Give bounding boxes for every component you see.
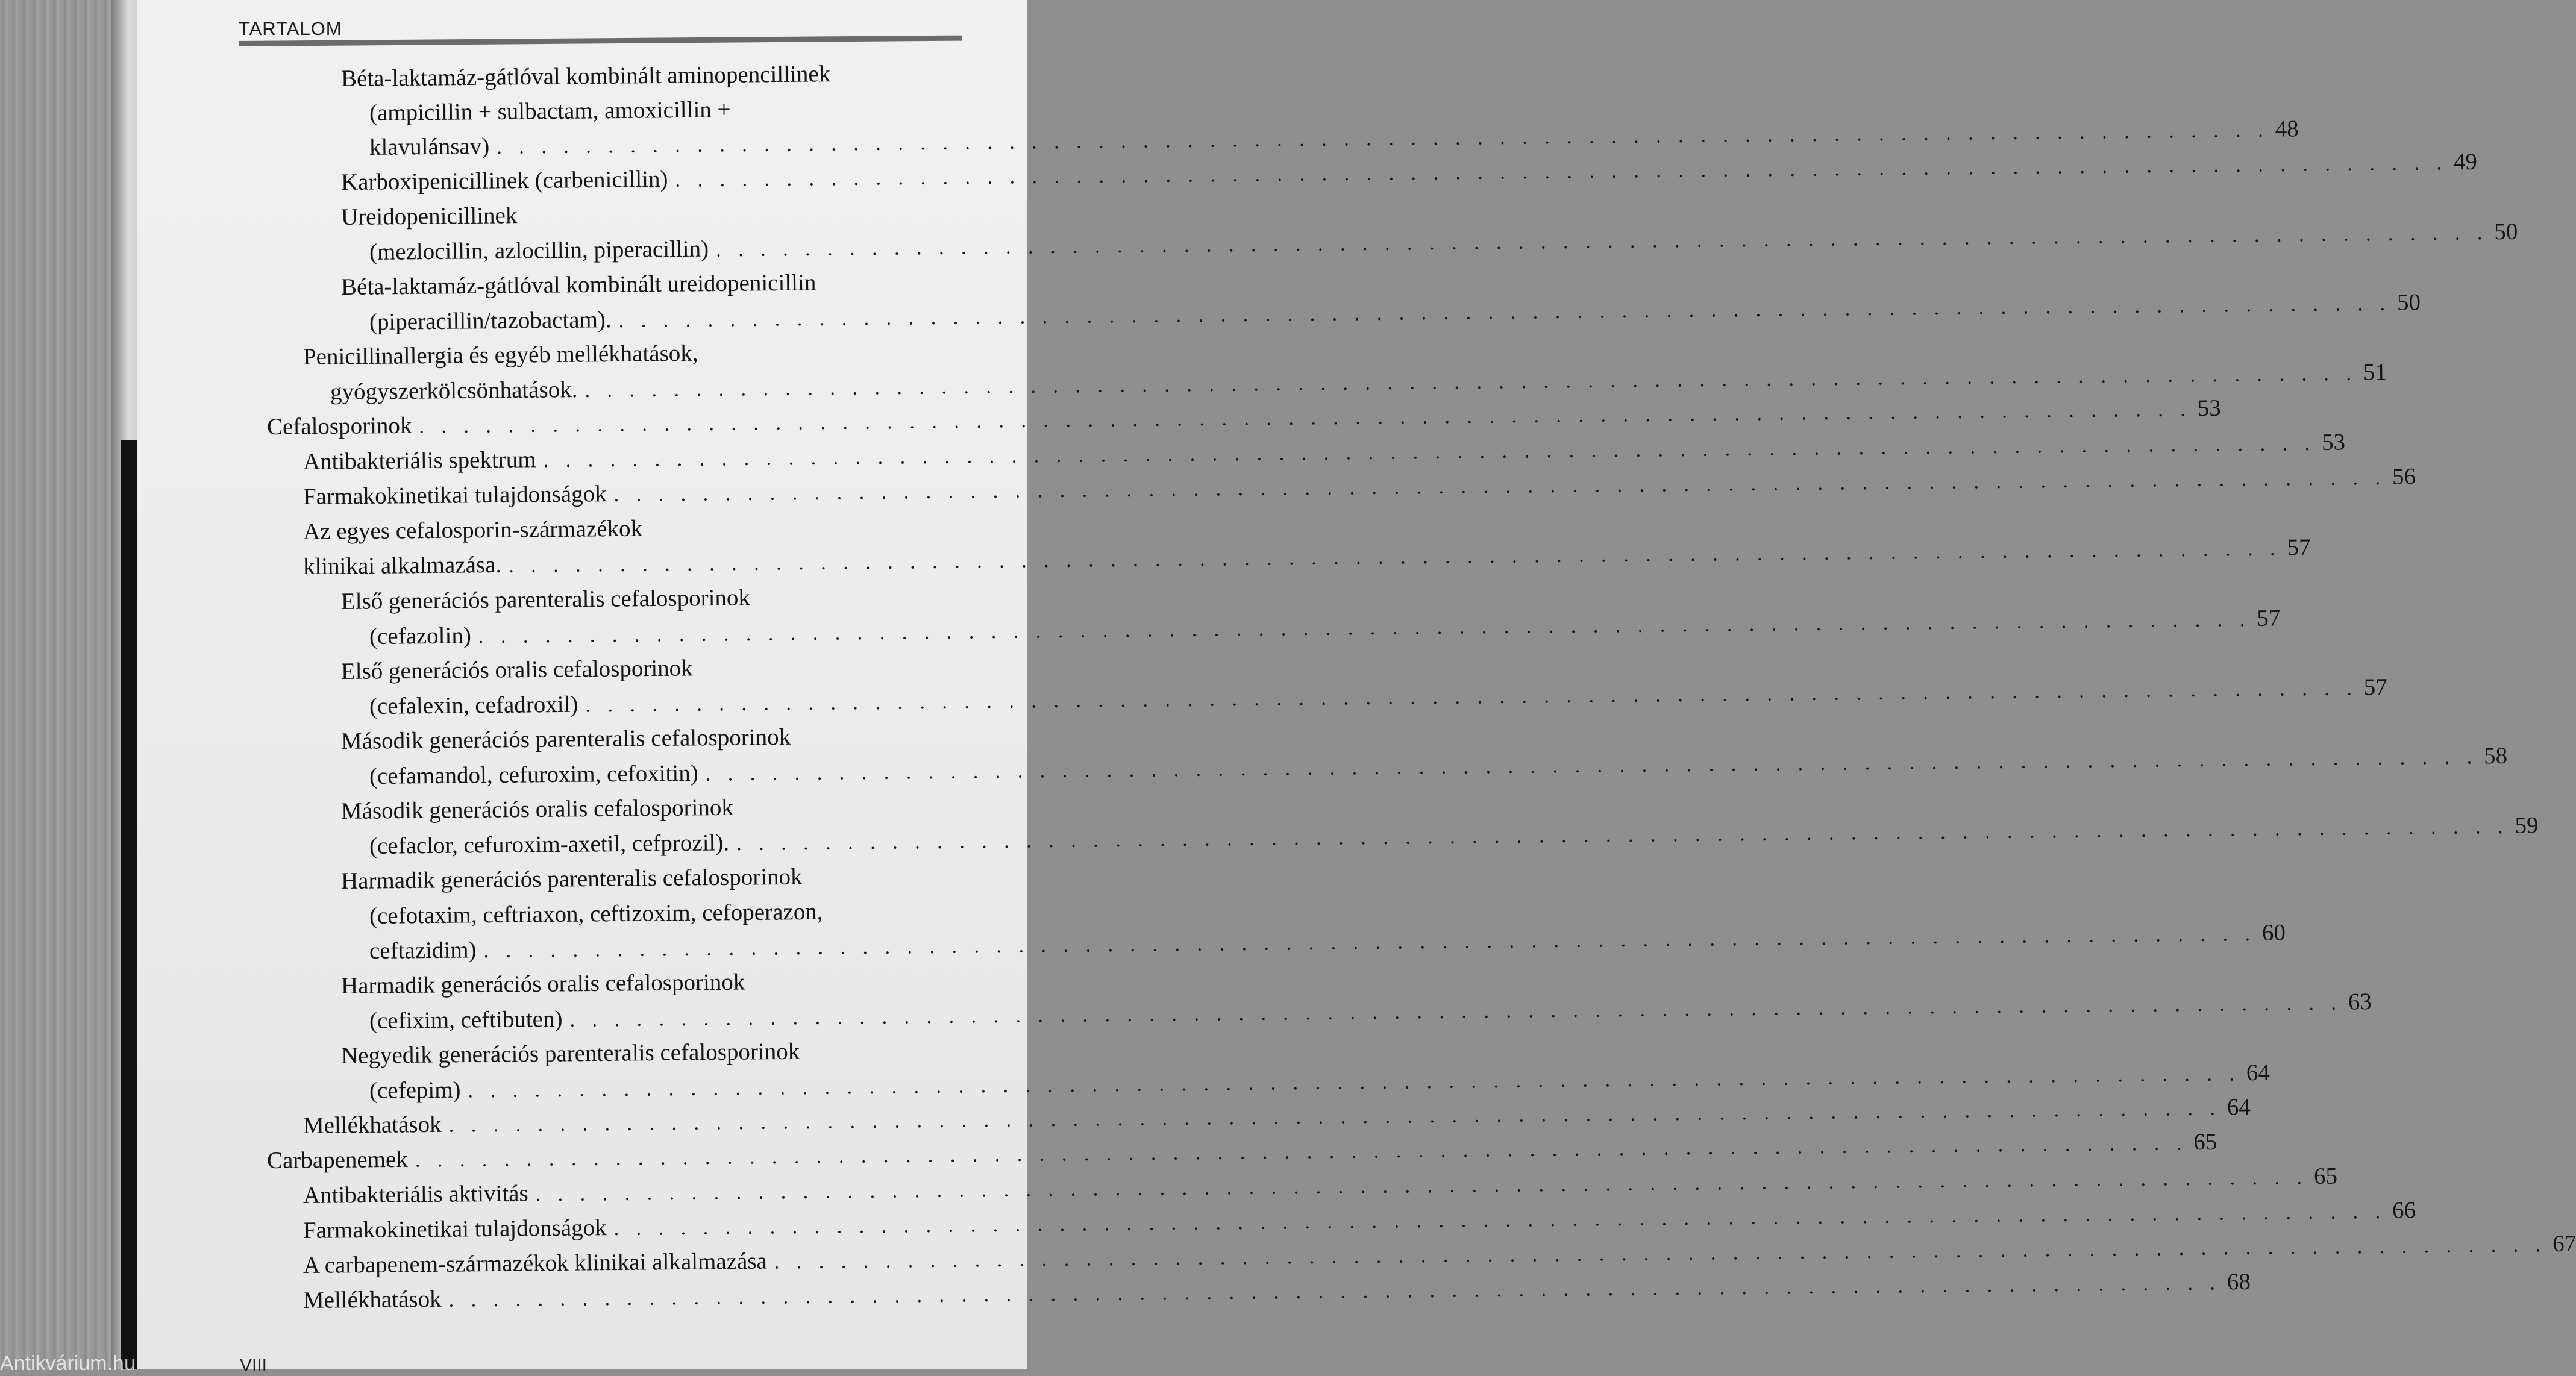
toc-entry-page: 68 <box>2227 1268 2251 1295</box>
toc-entry-page: 53 <box>2197 395 2222 422</box>
toc-entry-title: Antibakteriális aktivitás <box>302 1180 528 1209</box>
toc-entry-title: (cefixim, ceftibuten) <box>369 1005 563 1034</box>
toc-entry-page: 67 <box>2552 1230 2576 1257</box>
folio: VIII <box>240 1356 268 1375</box>
toc-entry-title: Harmadik generációs parenteralis cefalosporinok <box>340 863 803 894</box>
toc-entry-page: 57 <box>2287 534 2311 561</box>
toc-entry <box>341 1036 944 1072</box>
toc-entry <box>303 512 944 548</box>
toc-entry <box>341 966 944 1002</box>
toc-leader-dots: . . . . . . . . . . . . . . . . . . . . . . . . . . . . . . . . . . . . . . . . . . . . . . . . . . . . . . . . . . . . . . . . . . . . . . . . . . . . . . . . <box>419 398 2192 438</box>
toc-entry-title: Első generációs parenteralis cefalosporinok <box>340 584 751 615</box>
toc-entry-title: gyógyszerkölcsönhatások. <box>330 377 578 405</box>
toc-entry-page: 50 <box>2494 218 2518 245</box>
watermark: Antikvárium.hu <box>0 1352 136 1375</box>
toc-entry <box>341 582 944 618</box>
toc-entry <box>369 812 2539 863</box>
toc-entry-title: Mellékhatások <box>302 1111 442 1139</box>
toc-entry-page: 50 <box>2396 289 2421 316</box>
toc-leader-dots: . . . . . . . . . . . . . . . . . . . . . . . . . . . . . . . . . . . . . . . . . . . . . . . . . . . . . . . . . . . . . . . . . . . . . . . . . . . . . . . . <box>468 1063 2241 1102</box>
toc-entry-page: 56 <box>2392 463 2416 490</box>
toc-leader-dots: . . . . . . . . . . . . . . . . . . . . . . . . . . . . . . . . . . . . . . . . . . . . . . . . . . . . . . . . . . . . . . . . . . . . . . . . . . . . . . . . <box>618 292 2392 333</box>
toc-leader-dots: . . . . . . . . . . . . . . . . . . . . . . . . . . . . . . . . . . . . . . . . . . . . . . . . . . . . . . . . . . . . . . . . . . . . . . . . . . . . . . . . <box>715 222 2489 261</box>
toc-entry <box>302 534 2311 583</box>
toc-entry <box>369 1059 2270 1107</box>
toc-entry-page: 64 <box>2227 1093 2251 1121</box>
toc-entry-title: klavulánsav) <box>369 133 490 160</box>
toc-leader-dots: . . . . . . . . . . . . . . . . . . . . . . . . . . . . . . . . . . . . . . . . . . . . . . . . . . . . . . . . . . . . . . . . . . . . . . . . . . . . . . . . <box>497 119 2269 158</box>
toc-entry-title: Farmakokinetikai tulajdonságok <box>302 1215 607 1243</box>
toc-leader-dots: . . . . . . . . . . . . . . . . . . . . . . . . . . . . . . . . . . . . . . . . . . . . . . . . . . . . . . . . . . . . . . . . . . . . . . . . . . . . . . . . <box>543 432 2316 472</box>
toc-entry-title: Mellékhatások <box>302 1286 442 1313</box>
toc-entry-title: Második generációs oralis cefalosporinok <box>340 794 734 824</box>
toc-entry <box>341 198 944 234</box>
toc-entry-title: Negyedik generációs parenteralis cefalosporinok <box>340 1038 800 1069</box>
toc-entry-page: 49 <box>2453 148 2478 175</box>
toc-entry <box>341 862 944 898</box>
toc-leader-dots: . . . . . . . . . . . . . . . . . . . . . . . . . . . . . . . . . . . . . . . . . . . . . . . . . . . . . . . . . . . . . . . . . . . . . . . . . . . . . . . . <box>736 815 2509 855</box>
toc-entry <box>266 1128 2217 1177</box>
toc-entry-page: 63 <box>2348 989 2372 1015</box>
table-of-contents <box>137 0 2576 1369</box>
toc-entry-title: Második generációs parenteralis cefalosporinok <box>340 724 791 754</box>
toc-leader-dots: . . . . . . . . . . . . . . . . . . . . . . . . . . . . . . . . . . . . . . . . . . . . . . . . . . . . . . . . . . . . . . . . . . . . . . . . . . . . . . . . <box>535 1166 2308 1206</box>
toc-entry <box>369 989 2372 1037</box>
toc-entry-title: klinikai alkalmazása. <box>302 551 502 580</box>
toc-leader-dots: . . . . . . . . . . . . . . . . . . . . . . . . . . . . . . . . . . . . . . . . . . . . . . . . . . . . . . . . . . . . . . . . . . . . . . . . . . . . . . . . <box>448 1272 2222 1312</box>
toc-entry-page: 51 <box>2363 359 2387 386</box>
toc-entry-title: (cefotaxim, ceftriaxon, ceftizoxim, cefoperazon, <box>369 898 823 929</box>
toc-entry-title: Karboxipenicillinek (carbenicillin) <box>340 166 668 195</box>
toc-entry-title: (cefalexin, cefadroxil) <box>369 691 578 719</box>
toc-entry <box>341 722 944 758</box>
running-header: TARTALOM <box>239 18 342 39</box>
toc-entry <box>369 742 2508 793</box>
toc-leader-dots: . . . . . . . . . . . . . . . . . . . . . . . . . . . . . . . . . . . . . . . . . . . . . . . . . . . . . . . . . . . . . . . . . . . . . . . . . . . . . . . . <box>675 152 2448 192</box>
toc-entry <box>341 59 944 95</box>
toc-entry-title: Cefalosporinok <box>266 412 412 440</box>
toc-entry-page: 57 <box>2363 674 2387 701</box>
toc-leader-dots: . . . . . . . . . . . . . . . . . . . . . . . . . . . . . . . . . . . . . . . . . . . . . . . . . . . . . . . . . . . . . . . . . . . . . . . . . . . . . . . . <box>613 466 2387 507</box>
toc-entry-page: 60 <box>2261 919 2286 946</box>
toc-entry <box>369 897 944 933</box>
toc-leader-dots: . . . . . . . . . . . . . . . . . . . . . . . . . . . . . . . . . . . . . . . . . . . . . . . . . . . . . . . . . . . . . . . . . . . . . . . . . . . . . . . . <box>478 608 2251 648</box>
book-page <box>137 0 2576 1375</box>
toc-entry-page: 59 <box>2515 812 2539 839</box>
toc-entry-title: Béta-laktamáz-gátlóval kombinált ureidopenicillin <box>340 269 816 300</box>
toc-entry <box>330 359 2387 408</box>
toc-entry <box>341 652 944 688</box>
toc-entry <box>369 116 2299 164</box>
toc-entry-page: 58 <box>2483 742 2508 769</box>
toc-entry <box>266 395 2222 443</box>
toc-leader-dots: . . . . . . . . . . . . . . . . . . . . . . . . . . . . . . . . . . . . . . . . . . . . . . . . . . . . . . . . . . . . . . . . . . . . . . . . . . . . . . . . <box>584 362 2358 402</box>
toc-leader-dots: . . . . . . . . . . . . . . . . . . . . . . . . . . . . . . . . . . . . . . . . . . . . . . . . . . . . . . . . . . . . . . . . . . . . . . . . . . . . . . . . <box>448 1097 2222 1137</box>
toc-entry <box>369 218 2518 269</box>
toc-entry-title: (cefamandol, cefuroxim, cefoxitin) <box>369 760 698 789</box>
toc-entry-title: (mezlocillin, azlocillin, piperacillin) <box>369 236 709 265</box>
toc-entry-title: (cefepim) <box>369 1077 461 1104</box>
toc-leader-dots: . . . . . . . . . . . . . . . . . . . . . . . . . . . . . . . . . . . . . . . . . . . . . . . . . . . . . . . . . . . . . . . . . . . . . . . . . . . . . . . . <box>705 746 2478 786</box>
toc-entry <box>369 605 2281 653</box>
toc-entry-title: (cefaclor, cefuroxim-axetil, cefprozil). <box>369 830 730 859</box>
toc-entry-page: 53 <box>2321 429 2346 455</box>
toc-entry-page: 65 <box>2313 1163 2338 1189</box>
toc-entry-title: Harmadik generációs oralis cefalosporinok <box>340 969 745 999</box>
background-binding <box>0 0 118 1369</box>
toc-entry-title: Béta-laktamáz-gátlóval kombinált aminopencillinek <box>340 61 831 92</box>
toc-entry <box>302 1163 2338 1212</box>
toc-entry <box>369 674 2387 723</box>
toc-entry-page: 57 <box>2257 605 2281 631</box>
toc-entry-title: (piperacillin/tazobactam). <box>369 307 612 335</box>
toc-leader-dots: . . . . . . . . . . . . . . . . . . . . . . . . . . . . . . . . . . . . . . . . . . . . . . . . . . . . . . . . . . . . . . . . . . . . . . . . . . . . . . . . <box>415 1132 2188 1172</box>
toc-entry-title: Farmakokinetikai tulajdonságok <box>302 481 607 510</box>
toc-entry-page: 66 <box>2392 1197 2416 1224</box>
toc-entry-title: ceftazidim) <box>369 937 477 964</box>
toc-entry <box>303 337 944 374</box>
toc-entry-title: Ureidopenicillinek <box>340 202 518 230</box>
toc-leader-dots: . . . . . . . . . . . . . . . . . . . . . . . . . . . . . . . . . . . . . . . . . . . . . . . . . . . . . . . . . . . . . . . . . . . . . . . . . . . . . . . . <box>483 922 2257 963</box>
toc-entry-title: Antibakteriális spektrum <box>302 446 536 475</box>
toc-entry <box>302 463 2416 513</box>
toc-leader-dots: . . . . . . . . . . . . . . . . . . . . . . . . . . . . . . . . . . . . . . . . . . . . . . . . . . . . . . . . . . . . . . . . . . . . . . . . . . . . . . . . <box>774 1234 2547 1274</box>
toc-entry-title: Penicillinallergia és egyéb mellékhatások, <box>302 340 698 370</box>
toc-entry <box>340 148 2478 199</box>
toc-entry <box>302 1268 2251 1317</box>
toc-entry <box>341 792 944 828</box>
toc-entry <box>302 429 2346 478</box>
toc-entry <box>369 289 2421 339</box>
toc-entry-title: A carbapenem-származékok klinikai alkalmazása <box>302 1248 768 1278</box>
toc-entry-title: (cefazolin) <box>369 622 472 649</box>
toc-entry-title: Első generációs oralis cefalosporinok <box>340 655 693 684</box>
toc-entry-title: (ampicillin + sulbactam, amoxicillin + <box>369 96 731 126</box>
toc-entry <box>369 919 2286 968</box>
toc-entry-title: Az egyes cefalosporin-származékok <box>302 515 643 545</box>
toc-leader-dots: . . . . . . . . . . . . . . . . . . . . . . . . . . . . . . . . . . . . . . . . . . . . . . . . . . . . . . . . . . . . . . . . . . . . . . . . . . . . . . . . <box>613 1200 2387 1240</box>
toc-entry <box>369 94 944 130</box>
toc-entry-page: 64 <box>2246 1059 2270 1086</box>
toc-leader-dots: . . . . . . . . . . . . . . . . . . . . . . . . . . . . . . . . . . . . . . . . . . . . . . . . . . . . . . . . . . . . . . . . . . . . . . . . . . . . . . . . <box>585 677 2358 717</box>
toc-entry-page: 65 <box>2193 1128 2217 1156</box>
toc-entry-page: 48 <box>2275 116 2299 142</box>
toc-entry <box>302 1197 2416 1247</box>
toc-entry <box>341 267 944 304</box>
book-edge-strip <box>121 440 139 1369</box>
toc-leader-dots: . . . . . . . . . . . . . . . . . . . . . . . . . . . . . . . . . . . . . . . . . . . . . . . . . . . . . . . . . . . . . . . . . . . . . . . . . . . . . . . . <box>569 992 2343 1031</box>
toc-leader-dots: . . . . . . . . . . . . . . . . . . . . . . . . . . . . . . . . . . . . . . . . . . . . . . . . . . . . . . . . . . . . . . . . . . . . . . . . . . . . . . . . <box>509 537 2281 577</box>
toc-entry-title: Carbapenemek <box>266 1146 409 1174</box>
